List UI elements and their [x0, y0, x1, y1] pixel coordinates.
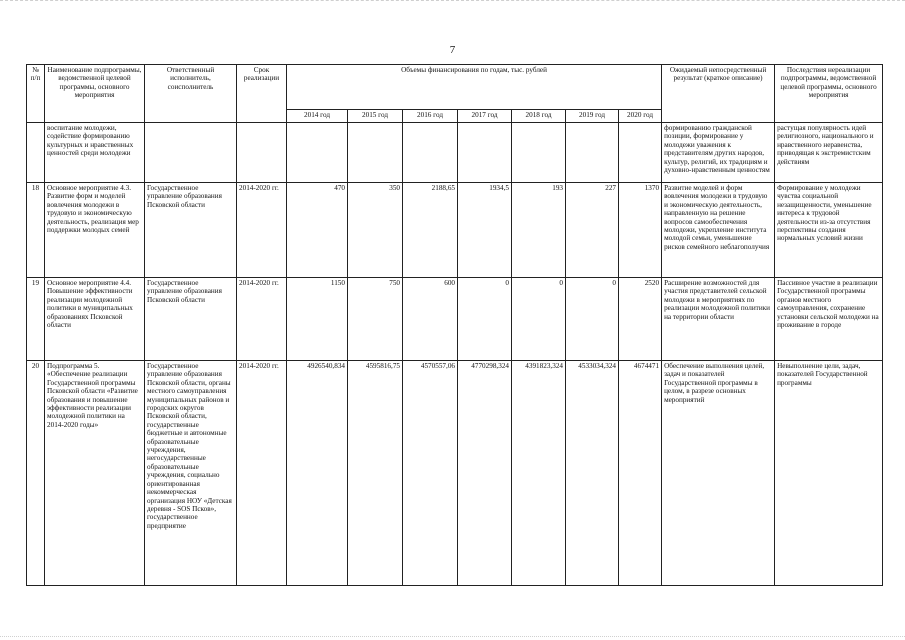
row-value-2016: 600: [403, 278, 458, 361]
header-responsible: Ответственный исполнитель, соисполнитель: [145, 65, 237, 123]
row-term: 2014-2020 гг.: [237, 361, 287, 586]
row-name: Основное мероприятие 4.3. Развитие форм и моделей вовлечения молодежи в трудовую и экономическую деятельность, реализация мер поддержки молодых семей: [45, 183, 145, 278]
row-result: Расширение возможностей для участия представителей сельской молодежи в мероприятиях по реализации молодежной политики на территории области: [662, 278, 775, 361]
row-name: воспитание молодежи, содействие формированию культурных и нравственных ценностей среди молодежи: [45, 123, 145, 183]
program-table: [26, 64, 883, 586]
header-row: [27, 65, 883, 110]
header-result: Ожидаемый непосредственный результат (краткое описание): [662, 65, 775, 123]
year-header: 2015 год: [348, 110, 403, 123]
row-value-2014: 470: [287, 183, 348, 278]
row-responsible: [145, 123, 237, 183]
row-value-2020: 4674471: [619, 361, 662, 586]
header-name: Наименование подпрограммы, ведомственной целевой программы, основного мероприятия: [45, 65, 145, 123]
row-result: Развитие моделей и форм вовлечения молодежи в трудовую и экономическую деятельность, направленную на решение вопросов самообеспечения молодежи, укрепление института молодой семьи, уменьшение рисков семейного неблагополучия: [662, 183, 775, 278]
row-value-2017: 1934,5: [458, 183, 512, 278]
scan-edge-bottom: [0, 636, 905, 638]
row-num: 19: [27, 278, 45, 361]
scan-edge-top: [0, 0, 905, 4]
year-header: 2017 год: [458, 110, 512, 123]
row-value-2017: 0: [458, 278, 512, 361]
page-number: 7: [449, 44, 456, 56]
row-result: формированию гражданской позиции, формирование у молодежи уважения к представителям других народов, культур, религий, их традициям и духовно-нравственным ценностям: [662, 123, 775, 183]
row-value-2018: 0: [512, 278, 566, 361]
row-num: 18: [27, 183, 45, 278]
row-term: [237, 123, 287, 183]
row-term: 2014-2020 гг.: [237, 183, 287, 278]
row-value-2018: 4391823,324: [512, 361, 566, 586]
row-result: Обеспечение выполнения целей, задач и показателей Государственной программы в целом, в разрезе основных мероприятий: [662, 361, 775, 586]
row-value-2017: [458, 123, 512, 183]
header-term: Срок реализации: [237, 65, 287, 123]
header-num: № п/п: [27, 65, 45, 123]
row-value-2020: [619, 123, 662, 183]
row-value-2016: 2188,65: [403, 183, 458, 278]
row-value-2016: [403, 123, 458, 183]
row-consequences: Формирование у молодежи чувства социальной незащищенности, уменьшение интереса к трудовой деятельности из-за отсутствия перспективы создания нормальных условий жизни: [775, 183, 883, 278]
row-value-2019: 227: [566, 183, 619, 278]
header-finance: Объемы финансирования по годам, тыс. рублей: [287, 65, 662, 110]
row-value-2020: 2520: [619, 278, 662, 361]
row-responsible: Государственное управление образования Псковской области: [145, 278, 237, 361]
row-name: Подпрограмма 5. «Обеспечение реализации Государственной программы Псковской области «Развитие образования и повышение эффективности реализации молодежной политики на 2014-2020 годы»: [45, 361, 145, 586]
table-row: [27, 361, 883, 586]
table-row: [27, 278, 883, 361]
year-header: 2020 год: [619, 110, 662, 123]
header-consequences: Последствия нереализации подпрограммы, ведомственной целевой программы, основного мероприятия: [775, 65, 883, 123]
row-value-2015: 750: [348, 278, 403, 361]
row-value-2014: 4926540,834: [287, 361, 348, 586]
row-value-2019: 0: [566, 278, 619, 361]
row-value-2020: 1370: [619, 183, 662, 278]
row-name: Основное мероприятие 4.4. Повышение эффективности реализации молодежной политики в муниципальных образованиях Псковской области: [45, 278, 145, 361]
row-value-2019: 4533034,324: [566, 361, 619, 586]
row-num: 20: [27, 361, 45, 586]
row-term: 2014-2020 гг.: [237, 278, 287, 361]
row-value-2015: [348, 123, 403, 183]
row-value-2014: 1150: [287, 278, 348, 361]
row-value-2018: 193: [512, 183, 566, 278]
row-value-2016: 4570557,06: [403, 361, 458, 586]
row-consequences: Невыполнение цели, задач, показателей Государственной программы: [775, 361, 883, 586]
row-responsible: Государственное управление образования Псковской области: [145, 183, 237, 278]
year-header: 2014 год: [287, 110, 348, 123]
row-num: [27, 123, 45, 183]
row-value-2015: 350: [348, 183, 403, 278]
row-value-2014: [287, 123, 348, 183]
table-row-continuation: [27, 123, 883, 183]
row-value-2015: 4595816,75: [348, 361, 403, 586]
year-header: 2018 год: [512, 110, 566, 123]
row-responsible: Государственное управление образования Псковской области, органы местного самоуправления муниципальных районов и городских округов Псковской области, государственные бюджетные и автономные образовательные учреждения, негосударственные образовательные учреждения, социально ориентированная некоммерческая организация НОУ «Детская деревня - SOS Псков», государственное предприятие: [145, 361, 237, 586]
row-consequences: растущая популярность идей религиозного, национального и нравственного неравенства, приводящая к экстремистским действиям: [775, 123, 883, 183]
row-consequences: Пассивное участие в реализации Государственной программы органов местного самоуправления, сохранение установки сельской молодежи на проживание в городе: [775, 278, 883, 361]
year-header: 2016 год: [403, 110, 458, 123]
row-value-2019: [566, 123, 619, 183]
year-header: 2019 год: [566, 110, 619, 123]
row-value-2018: [512, 123, 566, 183]
row-value-2017: 4770298,324: [458, 361, 512, 586]
table-row: [27, 183, 883, 278]
